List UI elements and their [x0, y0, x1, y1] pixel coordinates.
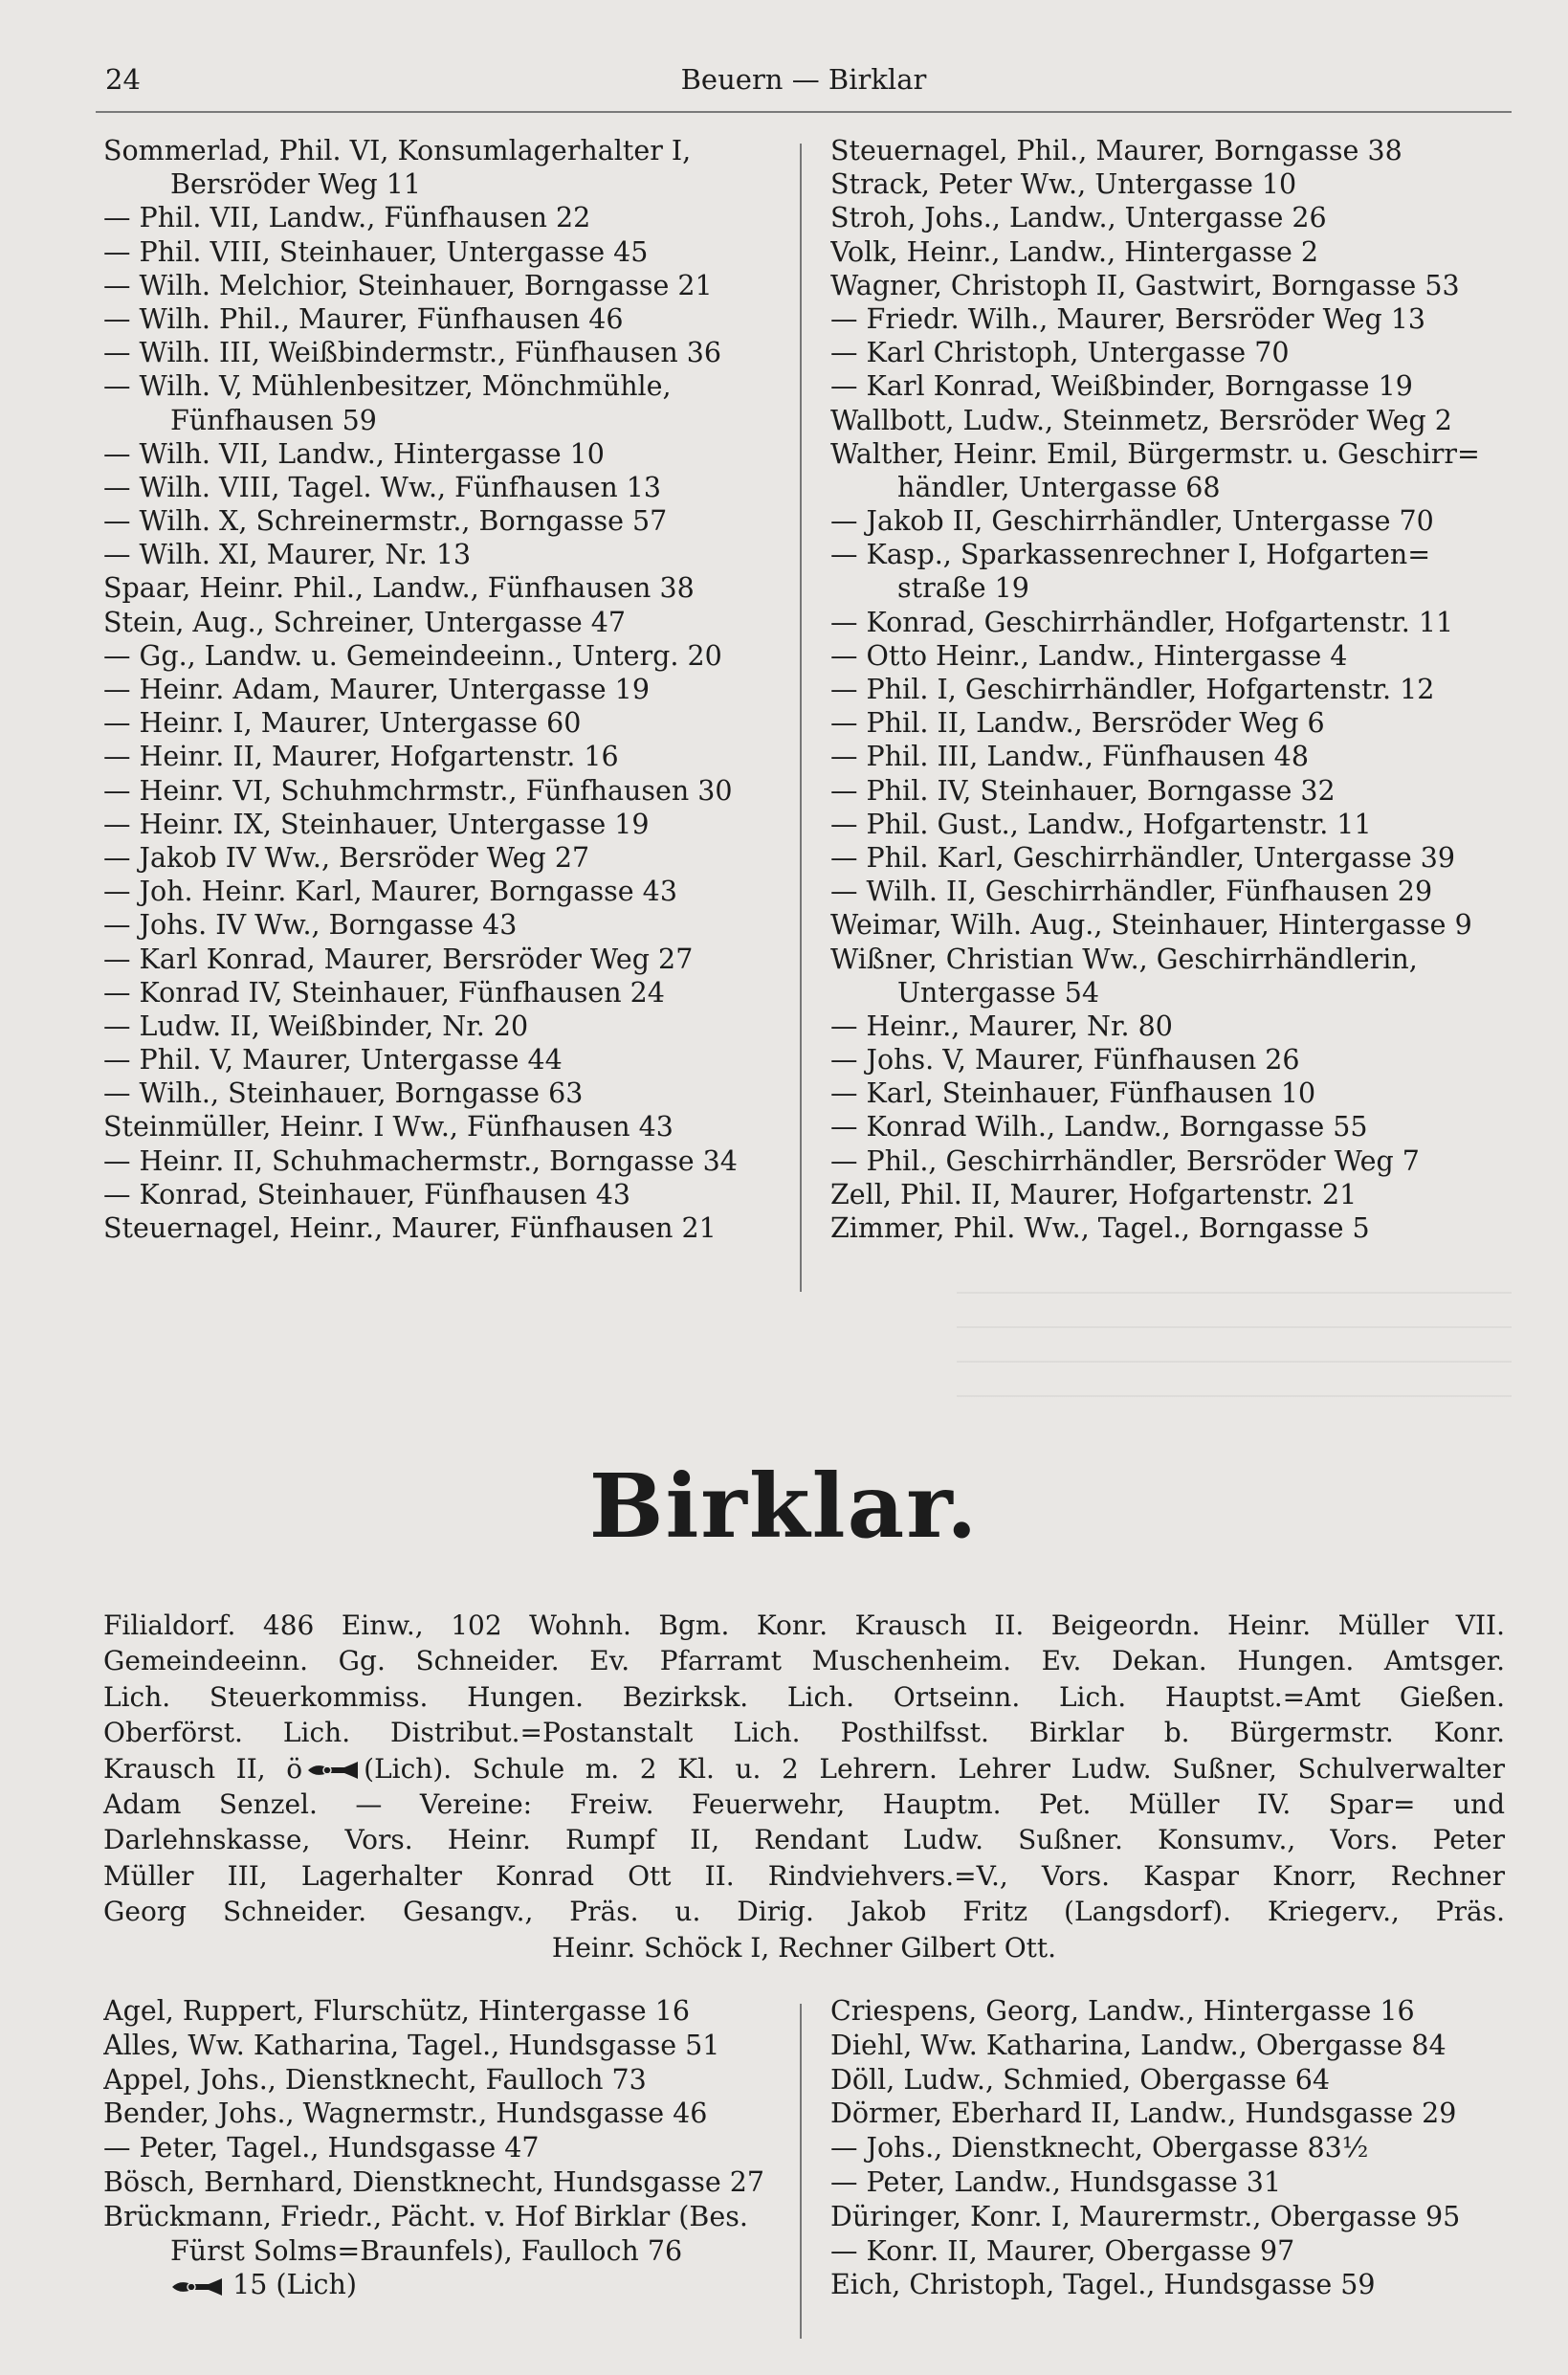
list-item: — Wilh. Phil., Maurer, Fünfhausen 46 — [103, 302, 624, 335]
list-item: Strack, Peter Ww., Untergasse 10 — [830, 168, 1297, 201]
list-item: Steuernagel, Heinr., Maurer, Fünfhausen 21 — [103, 1212, 717, 1244]
list-item: — Phil. I, Geschirrhändler, Hofgartenstr. 12 — [830, 674, 1435, 705]
list-item: — Karl Christoph, Untergasse 70 — [830, 337, 1290, 369]
list-item: — Konr. II, Maurer, Obergasse 97 — [830, 2234, 1295, 2267]
list-item: — Wilh. VIII, Tagel. Ww., Fünfhausen 13 — [103, 471, 662, 503]
list-item: Appel, Johs., Dienstknecht, Faulloch 73 — [103, 2063, 647, 2096]
list-item: — Friedr. Wilh., Maurer, Bersröder Weg 13 — [830, 302, 1426, 335]
list-item: — Jakob II, Geschirrhändler, Untergasse 70 — [830, 505, 1434, 538]
list-item: — Wilh. Melchior, Steinhauer, Borngasse 21 — [103, 269, 713, 301]
list-item: — Peter, Tagel., Hundsgasse 47 — [103, 2132, 540, 2164]
list-item-text: 15 (Lich) — [232, 2269, 357, 2301]
list-item: — Phil. III, Landw., Fünfhausen 48 — [830, 741, 1309, 773]
list-item: Fünfhausen 59 — [170, 404, 377, 436]
description-line: Adam Senzel. — Vereine: Freiw. Feuerwehr, Hauptm. Pet. Müller IV. Spar= und — [103, 1787, 1505, 1820]
list-item: Zimmer, Phil. Ww., Tagel., Borngasse 5 — [830, 1212, 1370, 1244]
list-item: — Johs. V, Maurer, Fünfhausen 26 — [830, 1044, 1300, 1077]
list-item: Eich, Christoph, Tagel., Hundsgasse 59 — [830, 2269, 1376, 2301]
list-item: Wißner, Christian Ww., Geschirrhändlerin, — [830, 943, 1418, 975]
list-item: — Phil. IV, Steinhauer, Borngasse 32 — [830, 774, 1336, 807]
list-item: Bösch, Bernhard, Dienstknecht, Hundsgasse 27 — [103, 2165, 765, 2198]
list-item: Agel, Ruppert, Flurschütz, Hintergasse 16 — [103, 1995, 690, 2027]
description-line: Müller III, Lagerhalter Konrad Ott II. Rindviehvers.=V., Vors. Kaspar Knorr, Rechner — [103, 1859, 1505, 1892]
list-item: — Otto Heinr., Landw., Hintergasse 4 — [830, 639, 1348, 672]
village-description — [103, 1608, 1505, 1965]
list-item: — Jakob IV Ww., Bersröder Weg 27 — [103, 841, 590, 874]
list-item: — Karl, Steinhauer, Fünfhausen 10 — [830, 1077, 1316, 1110]
list-item: — Wilh. II, Geschirrhändler, Fünfhausen 29 — [830, 876, 1433, 908]
list-item: — Heinr. VI, Schuhmchrmstr., Fünfhausen 30 — [103, 774, 733, 807]
list-item: Wagner, Christoph II, Gastwirt, Borngasse 53 — [830, 269, 1460, 301]
list-item: — Karl Konrad, Weißbinder, Borngasse 19 — [830, 370, 1413, 403]
list-item: — Phil. Karl, Geschirrhändler, Untergasse 39 — [830, 841, 1456, 874]
description-line: Georg Schneider. Gesangv., Präs. u. Dirig. Jakob Fritz (Langsdorf). Kriegerv., Präs. — [103, 1896, 1505, 1928]
list-item: — Heinr. II, Maurer, Hofgartenstr. 16 — [103, 741, 619, 773]
list-item: — Wilh., Steinhauer, Borngasse 63 — [103, 1077, 584, 1110]
list-item: — Kasp., Sparkassenrechner I, Hofgarten= — [830, 539, 1431, 571]
list-item: Bender, Johs., Wagnermstr., Hundsgasse 46 — [103, 2098, 708, 2130]
list-item: — Wilh. X, Schreinermstr., Borngasse 57 — [103, 505, 668, 538]
header-rule — [96, 111, 1512, 113]
list-item: Spaar, Heinr. Phil., Landw., Fünfhausen 38 — [103, 572, 695, 605]
list-item: — Heinr. IX, Steinhauer, Untergasse 19 — [103, 808, 650, 840]
list-item: — Phil. Gust., Landw., Hofgartenstr. 11 — [830, 808, 1372, 840]
description-line: Heinr. Schöck I, Rechner Gilbert Ott. — [551, 1931, 1057, 1964]
list-item: Sommerlad, Phil. VI, Konsumlagerhalter I, — [103, 135, 692, 166]
column-divider — [800, 2004, 802, 2339]
list-item: — Ludw. II, Weißbinder, Nr. 20 — [103, 1010, 529, 1042]
list-item: Düringer, Konr. I, Maurermstr., Obergasse 95 — [830, 2200, 1461, 2232]
list-item: — Heinr., Maurer, Nr. 80 — [830, 1010, 1173, 1042]
list-item: Bersröder Weg 11 — [170, 168, 422, 201]
description-line: Filialdorf. 486 Einw., 102 Wohnh. Bgm. Konr. Krausch II. Beigeordn. Heinr. Müller VII. — [103, 1609, 1505, 1641]
list-item: — Konrad IV, Steinhauer, Fünfhausen 24 — [103, 976, 665, 1009]
description-line: Darlehnskasse, Vors. Heinr. Rumpf II, Rendant Ludw. Sußner. Konsumv., Vors. Peter — [103, 1824, 1505, 1856]
list-item: Stroh, Johs., Landw., Untergasse 26 — [830, 202, 1327, 234]
list-item: — Wilh. V, Mühlenbesitzer, Mönchmühle, — [103, 370, 672, 403]
list-item: — Wilh. VII, Landw., Hintergasse 10 — [103, 437, 605, 470]
list-item: — Wilh. III, Weißbindermstr., Fünfhausen 36 — [103, 337, 722, 369]
list-item: — Phil., Geschirrhändler, Bersröder Weg 7 — [830, 1144, 1420, 1177]
description-line: Krausch II, ö — [103, 1752, 303, 1785]
description-line: (Lich). Schule m. 2 Kl. u. 2 Lehrern. Lehrer Ludw. Sußner, Schulverwalter — [364, 1752, 1505, 1785]
list-item: — Wilh. XI, Maurer, Nr. 13 — [103, 539, 472, 571]
list-item: Steuernagel, Phil., Maurer, Borngasse 38 — [830, 135, 1402, 166]
posthorn-icon — [170, 2269, 224, 2300]
running-title: Beuern — Birklar — [680, 63, 927, 96]
list-item: Untergasse 54 — [897, 976, 1099, 1009]
list-item: — Johs., Dienstknecht, Obergasse 83½ — [830, 2132, 1369, 2164]
list-item: — Konrad Wilh., Landw., Borngasse 55 — [830, 1111, 1368, 1143]
list-item: — Gg., Landw. u. Gemeindeeinn., Unterg. 20 — [103, 639, 722, 672]
list-item: — Heinr. Adam, Maurer, Untergasse 19 — [103, 674, 650, 705]
description-line: Lich. Steuerkommiss. Hungen. Bezirksk. Lich. Ortseinn. Lich. Hauptst.=Amt Gießen. — [103, 1680, 1505, 1713]
description-line-with-icon — [103, 1751, 1505, 1787]
list-item: — Karl Konrad, Maurer, Bersröder Weg 27 — [103, 943, 694, 975]
list-item: Zell, Phil. II, Maurer, Hofgartenstr. 21 — [830, 1178, 1358, 1210]
list-item: — Peter, Landw., Hundsgasse 31 — [830, 2165, 1282, 2198]
birklar-right-column — [830, 1994, 1519, 2302]
list-item: — Heinr. I, Maurer, Untergasse 60 — [103, 707, 582, 740]
posthorn-icon — [306, 1751, 360, 1787]
list-item: Brückmann, Friedr., Pächt. v. Hof Birklar (Bes. — [103, 2200, 748, 2232]
description-line: Gemeindeeinn. Gg. Schneider. Ev. Pfarramt Muschenheim. Ev. Dekan. Hungen. Amtsger. — [103, 1645, 1505, 1677]
list-item: Volk, Heinr., Landw., Hintergasse 2 — [830, 235, 1319, 268]
list-item: Stein, Aug., Schreiner, Untergasse 47 — [103, 606, 627, 638]
list-item-with-icon — [103, 2268, 792, 2302]
description-line: Oberförst. Lich. Distribut.=Postanstalt Lich. Posthilfsst. Birklar b. Bürgermstr. Konr. — [103, 1717, 1505, 1749]
list-item: Criespens, Georg, Landw., Hintergasse 16 — [830, 1995, 1415, 2027]
list-item: — Phil. VIII, Steinhauer, Untergasse 45 — [103, 235, 649, 268]
list-item: — Heinr. II, Schuhmachermstr., Borngasse 34 — [103, 1144, 738, 1177]
column-divider — [800, 144, 802, 1292]
list-item: Döll, Ludw., Schmied, Obergasse 64 — [830, 2063, 1331, 2096]
list-item: Wallbott, Ludw., Steinmetz, Bersröder Weg 2 — [830, 404, 1452, 436]
list-item: Fürst Solms=Braunfels), Faulloch 76 — [170, 2234, 683, 2267]
list-item: Walther, Heinr. Emil, Bürgermstr. u. Geschirr= — [830, 437, 1480, 470]
list-item: — Phil. VII, Landw., Fünfhausen 22 — [103, 202, 591, 234]
page-number: 24 — [105, 63, 141, 96]
list-item: Weimar, Wilh. Aug., Steinhauer, Hintergasse 9 — [830, 909, 1472, 942]
list-item: Steinmüller, Heinr. I Ww., Fünfhausen 43 — [103, 1111, 674, 1143]
list-item: Dörmer, Eberhard II, Landw., Hundsgasse 29 — [830, 2098, 1457, 2130]
list-item: straße 19 — [897, 572, 1029, 605]
list-item: händler, Untergasse 68 — [897, 471, 1221, 503]
list-item: — Johs. IV Ww., Borngasse 43 — [103, 909, 518, 942]
bleed-through-shadow — [957, 1263, 1512, 1397]
birklar-left-column — [103, 1994, 792, 2302]
list-item: — Joh. Heinr. Karl, Maurer, Borngasse 43 — [103, 876, 677, 908]
list-item: — Konrad, Steinhauer, Fünfhausen 43 — [103, 1178, 630, 1210]
list-item: Diehl, Ww. Katharina, Landw., Obergasse 84 — [830, 2029, 1447, 2061]
list-item: — Phil. V, Maurer, Untergasse 44 — [103, 1044, 563, 1077]
list-item: Alles, Ww. Katharina, Tagel., Hundsgasse 51 — [103, 2029, 720, 2061]
list-item: — Konrad, Geschirrhändler, Hofgartenstr. 11 — [830, 606, 1454, 638]
page-header — [105, 63, 1502, 109]
beuern-left-column — [103, 134, 792, 1245]
section-title: Birklar. — [588, 1454, 980, 1558]
list-item: — Phil. II, Landw., Bersröder Weg 6 — [830, 707, 1325, 740]
beuern-right-column — [830, 134, 1519, 1245]
